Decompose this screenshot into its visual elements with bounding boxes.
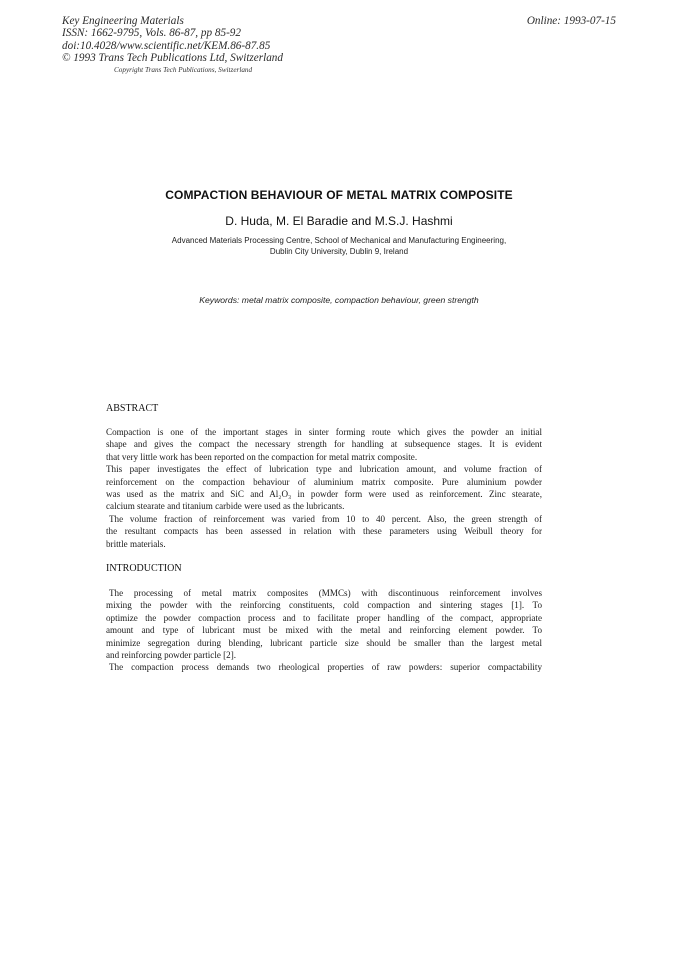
paper-keywords [0, 295, 678, 305]
text-line: reinforcement on the compaction behaviour of aluminium matrix composite. Pure aluminium powder [106, 476, 542, 487]
text-line: This paper investigates the effect of lubrication type and lubrication amount, and volume fraction of [106, 464, 542, 475]
text-line: the resultant compacts has been assessed in relation with these parameters using Weibull theory for [106, 526, 542, 537]
introduction-heading: INTRODUCTION [106, 563, 182, 574]
journal-publisher: © 1993 Trans Tech Publications Ltd, Switzerland [62, 51, 283, 64]
text-line: mixing the powder with the reinforcing constituents, cold compaction and sintering stages [1]. To [106, 600, 542, 611]
online-date: Online: 1993-07-15 [526, 15, 616, 27]
text-line: brittle materials. [106, 538, 166, 549]
text-line: that very little work has been reported on the compaction for metal matrix composite. [106, 451, 418, 462]
text-line: was used as the matrix and SiC and Al₂O₃ in powder form were used as reinforcement. Zinc stearate, [106, 489, 542, 500]
text-line: shape and gives the compact the necessary strength for handling at subsequence stages. It is evident [106, 439, 542, 450]
text-line: optimize the powder compaction process and to facilitate proper handling of the compact, appropriate [106, 612, 542, 623]
journal-info [62, 15, 283, 64]
text-line: calcium stearate and titanium carbide were used as the lubricants. [106, 501, 345, 512]
text-line: The compaction process demands two rheological properties of raw powders: superior compactability [109, 662, 542, 673]
affiliation-line: Dublin City University, Dublin 9, Ireland [269, 247, 409, 256]
paper-authors: D. Huda, M. El Baradie and M.S.J. Hashmi [225, 214, 453, 228]
copyright-note: Copyright Trans Tech Publications, Switzerland [114, 66, 253, 74]
text-line: and reinforcing powder particle [2]. [106, 650, 237, 661]
paper-title: COMPACTION BEHAVIOUR OF METAL MATRIX COMPOSITE [165, 188, 513, 202]
keywords-label: Keywords: [199, 295, 240, 305]
introduction-body [106, 587, 542, 674]
text-line: The processing of metal matrix composites (MMCs) with discontinuous reinforcement involves [109, 588, 542, 598]
affiliation-line: Advanced Materials Processing Centre, School of Mechanical and Manufacturing Engineering, [171, 236, 507, 245]
abstract-body [106, 426, 542, 550]
journal-issn: ISSN: 1662-9795, Vols. 86-87, pp 85-92 [62, 27, 241, 40]
text-line: Compaction is one of the important stages in sinter forming route which gives the powder an initial [106, 427, 542, 437]
text-line: The volume fraction of reinforcement was varied from 10 to 40 percent. Also, the green strength of [109, 513, 542, 524]
journal-doi: doi:10.4028/www.scientific.net/KEM.86-87.85 [62, 39, 271, 52]
text-line: minimize segregation during blending, lubricant particle size should be smaller than the largest metal [106, 637, 542, 648]
journal-name: Key Engineering Materials [62, 15, 184, 27]
keywords-list: metal matrix composite, compaction behaviour, green strength [241, 295, 479, 305]
paper-affiliation [0, 235, 678, 257]
abstract-heading: ABSTRACT [106, 403, 159, 414]
text-line: amount and type of lubricant must be mixed with the metal and reinforcing element powder. To [106, 625, 542, 636]
